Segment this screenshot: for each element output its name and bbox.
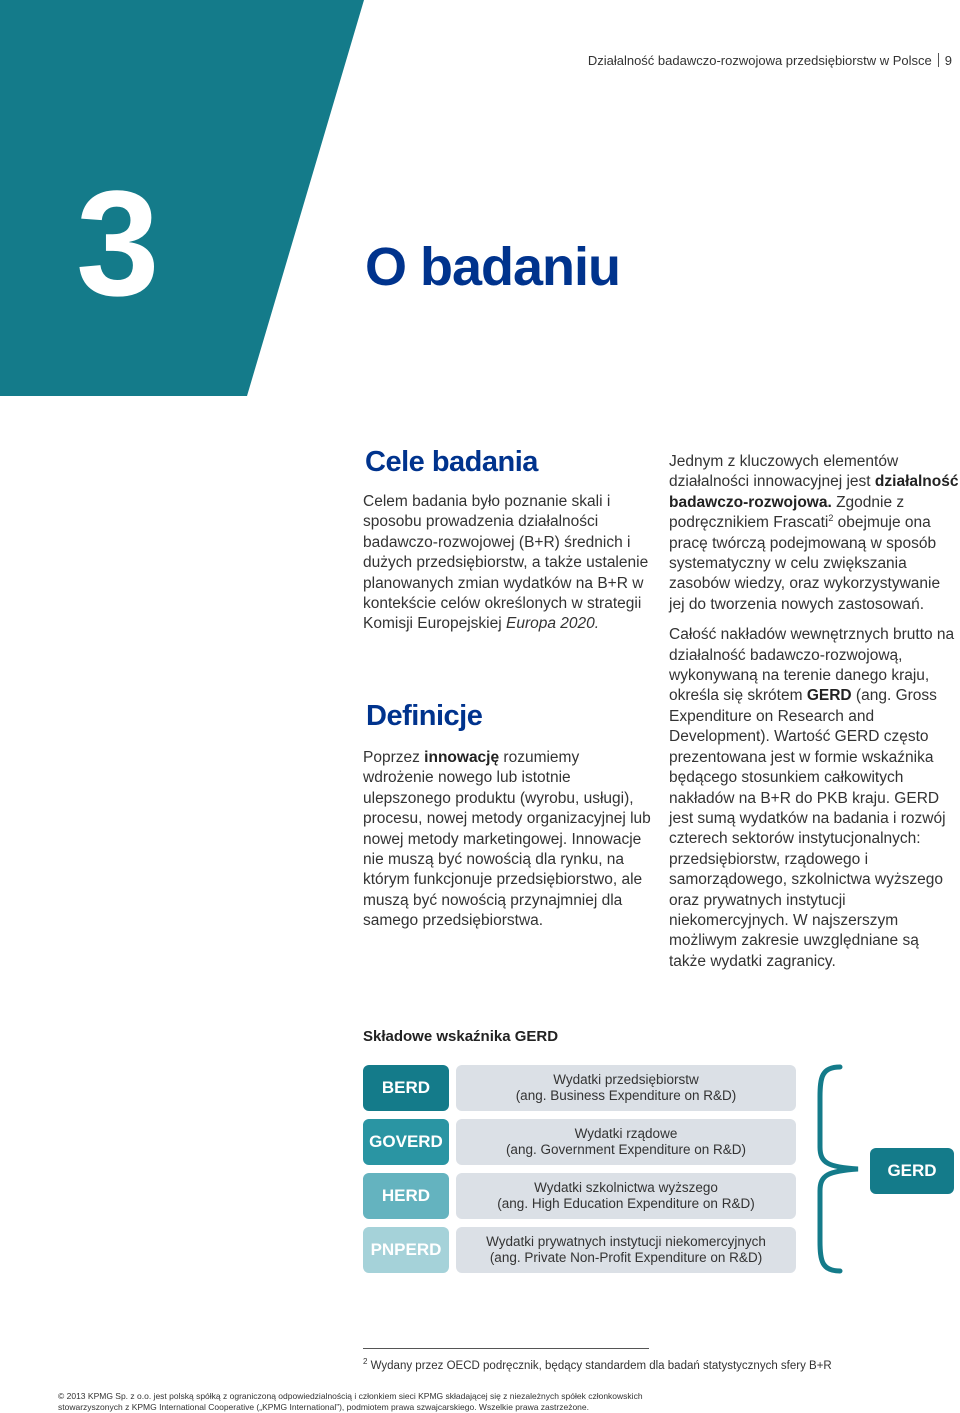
chapter-number: 3	[76, 159, 160, 327]
gerd-total-box: GERD	[870, 1148, 954, 1194]
goals-text: Celem badania było poznanie skali i sposobu prowadzenia działalności badawczo-rozwojowej (B+R) średnich i dużych przedsiębiorstw, a także ustalenie planowanych zmian wydatków na B+R w kontekście celów określonych w strategii Komisji Europejskiej	[363, 493, 649, 633]
gerd-bold-term: GERD	[806, 687, 852, 705]
copyright-line-1: © 2013 KPMG Sp. z o.o. jest polską spółką z ograniczoną odpowiedzialnością i członkiem sieci KPMG składającej się z niezależnych spółek członkowskich	[58, 1391, 643, 1401]
goals-paragraph	[363, 492, 653, 635]
header-separator	[938, 53, 939, 67]
desc-herd-line2: (ang. High Education Expenditure on R&D)	[497, 1196, 755, 1211]
definitions-paragraph	[363, 748, 653, 932]
desc-pnperd-line1: Wydatki prywatnych instytucji niekomercyjnych	[486, 1234, 766, 1249]
rd-text-2: Zgodnie z podręcznikiem Frascati	[669, 493, 905, 532]
footnote-text: Wydany przez OECD podręcznik, będący standardem dla badań statystycznych sfery B+R	[370, 1360, 832, 1372]
desc-berd-line1: Wydatki przedsiębiorstw	[553, 1072, 699, 1087]
footnote-number: 2	[363, 1357, 368, 1367]
rd-text-3: obejmuje ona pracę twórczą podejmowaną w sposób systematyczny w celu zwiększania zasobów wiedzy, oraz wykorzystywanie jej do tworzenia nowych zastosowań.	[669, 514, 941, 613]
heading-goals: Cele badania	[365, 446, 538, 478]
definitions-bold-term: innowację	[424, 749, 500, 766]
running-title: Działalność badawczo-rozwojowa przedsiębiorstw w Polsce	[587, 53, 932, 68]
heading-definitions: Definicje	[366, 700, 483, 732]
page-number: 9	[944, 53, 952, 68]
code-berd: BERD	[363, 1065, 449, 1111]
copyright-line-2: stowarzyszonych z KPMG International Cooperative („KPMG International”), podmiotem prawa szwajcarskiego. Wszelkie prawa zastrzeżone.	[58, 1402, 589, 1412]
code-pnperd: PNPERD	[363, 1227, 449, 1273]
teal-banner-shape	[0, 0, 364, 396]
desc-berd	[456, 1065, 796, 1111]
desc-herd	[456, 1173, 796, 1219]
code-goverd: GOVERD	[363, 1119, 449, 1165]
definitions-text-2: rozumiemy wdrożenie nowego lub istotnie ulepszonego produktu (wyrobu, usługi), procesu, nowej metody organizacyjnej lub nowej metody marketingowej. Innowacje nie muszą być nowością dla rynku, na którym funkcjonuje przedsiębiorstwo, ale muszą być nowością przynajmniej dla samego przedsiębiorstwa.	[363, 749, 651, 930]
desc-goverd-line2: (ang. Government Expenditure on R&D)	[505, 1142, 747, 1157]
desc-herd-line1: Wydatki szkolnictwa wyższego	[534, 1180, 718, 1195]
copyright-notice	[58, 1391, 643, 1413]
footnote-ref: 2	[828, 513, 834, 524]
brace-path	[820, 1067, 858, 1271]
rd-bold-term: działalność badawczo-rozwojowa.	[669, 473, 959, 511]
rd-definition-paragraph	[669, 452, 959, 615]
chapter-title: O badaniu	[365, 237, 621, 297]
footnote	[363, 1357, 832, 1372]
figure-title: Składowe wskaźnika GERD	[363, 1028, 559, 1045]
curly-brace	[800, 1063, 866, 1275]
rd-text-1: Jednym z kluczowych elementów działalności innowacyjnej jest	[669, 453, 899, 491]
desc-goverd-line1: Wydatki rządowe	[574, 1126, 678, 1141]
gerd-text-1: Całość nakładów wewnętrznych brutto na działalność badawczo-rozwojową, wykonywaną na terenie danego kraju, określa się skrótem	[669, 626, 955, 705]
desc-pnperd	[456, 1227, 796, 1273]
goals-text-italic: Europa 2020.	[506, 615, 600, 633]
code-herd: HERD	[363, 1173, 449, 1219]
running-header	[588, 53, 952, 68]
desc-pnperd-line2: (ang. Private Non-Profit Expenditure on R&D)	[489, 1250, 763, 1265]
footnote-divider	[363, 1348, 649, 1349]
definitions-text-1: Poprzez	[363, 749, 425, 766]
right-column	[669, 452, 959, 972]
desc-goverd	[456, 1119, 796, 1165]
gerd-paragraph	[669, 625, 959, 972]
desc-berd-line2: (ang. Business Expenditure on R&D)	[515, 1088, 737, 1103]
gerd-text-2: (ang. Gross Expenditure on Research and Development). Wartość GERD często prezentowana jest w formie wskaźnika będącego stosunkiem całkowitych nakładów na B+R do PKB kraju. GERD jest sumą wydatków na badania i rozwój czterech sektorów instytucjonalnych: przedsiębiorstw, rządowego i samorządowego, szkolnictwa wyższego oraz prywatnych instytucji niekomercyjnych. W najszerszym możliwym zakresie uwzględniane są także wydatki zagranicy.	[669, 687, 946, 970]
